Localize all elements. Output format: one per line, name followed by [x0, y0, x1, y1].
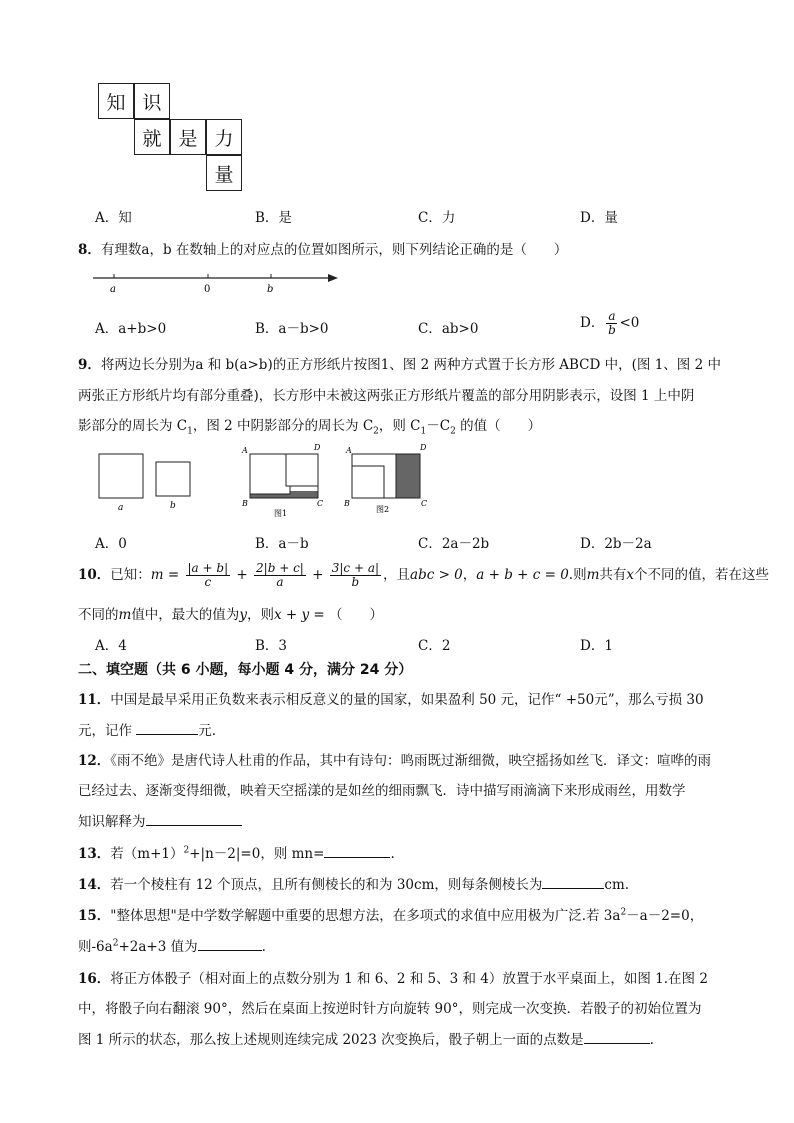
- figure-2-caption: 图2: [376, 505, 390, 514]
- q8-stem: [78, 238, 758, 258]
- q8-text: 有理数a，b 在数轴上的对应点的位置如图所示，则下列结论正确的是（ ）: [100, 242, 568, 258]
- q9-option-b[interactable]: B．a－b: [255, 536, 309, 552]
- svg-text:D: D: [420, 443, 427, 452]
- svg-text:B: B: [344, 499, 350, 508]
- net-cell-shi2: 是: [170, 119, 206, 155]
- q9-line-3: 影部分的周长为 $C_1$，图 2 中阴影部分的周长为 $C_2$，则 $C_1-C_2$ 的值（ ）: [78, 418, 542, 437]
- q10-option-c[interactable]: C．2: [418, 638, 451, 654]
- q13-answer-blank[interactable]: [324, 845, 390, 858]
- q7-option-d[interactable]: D．量: [580, 210, 618, 226]
- q8-option-d[interactable]: [580, 310, 639, 337]
- svg-text:C: C: [421, 499, 428, 508]
- net-cell-li: 力: [206, 119, 242, 155]
- q15-answer-blank[interactable]: [198, 938, 262, 951]
- square-b: [156, 462, 190, 496]
- fraction-a-over-b: $\frac{a}{b}$: [608, 309, 616, 337]
- fraction-2: $\frac{2|b + c|}{a}$: [256, 561, 304, 589]
- axis-label-b: b: [267, 284, 274, 295]
- q14-answer-blank[interactable]: [542, 876, 604, 889]
- q9-line-1: [78, 353, 758, 373]
- q9-option-c[interactable]: C．2a－2b: [418, 536, 490, 552]
- q11-line-1: 11．中国是最早采用正负数来表示相反意义的量的国家，如果盈利 50 元，记作“ +50元”，那么亏损 30: [78, 692, 704, 708]
- q13-line: 13．若$(m+1)^2+|n-2|=0$，则 mn= .: [78, 845, 395, 862]
- q10-option-a[interactable]: A．4: [95, 638, 127, 654]
- fraction-3: $\frac{3|c + a|}{b}$: [331, 561, 380, 589]
- number-line-figure: [90, 268, 350, 298]
- axis-label-zero: 0: [204, 284, 211, 295]
- q9-number: 9．: [78, 357, 101, 373]
- q16-answer-blank[interactable]: [584, 1031, 650, 1044]
- q16-line-1: 16．将正方体骰子（相对面上的点数分别为 1 和 6、2 和 5、3 和 4）放置于水平桌面上，如图 1.在图 2: [78, 971, 708, 987]
- q8-number: 8．: [78, 242, 101, 258]
- q7-option-c[interactable]: C．力: [418, 210, 456, 226]
- q16-line-3: 图 1 所示的状态，那么按上述规则连续完成 2023 次变换后，骰子朝上一面的点数是 .: [78, 1032, 654, 1048]
- q10-option-b[interactable]: B．3: [255, 638, 288, 654]
- q8-option-d-prefix: D．: [580, 315, 605, 331]
- q8-option-d-suffix: <0: [619, 315, 640, 331]
- svg-text:A: A: [346, 446, 352, 455]
- figure-1: [241, 443, 323, 518]
- fraction-1: $\frac{|a + b|}{c}$: [187, 561, 229, 589]
- q15-line-2: 则$-6a^2+2a+3$ 值为 .: [78, 938, 266, 955]
- q8-option-a[interactable]: A．a+b>0: [95, 321, 167, 337]
- section-heading-fill-in: 二、填空题（共 6 小题，每小题 4 分，满分 24 分）: [78, 662, 413, 678]
- q10-option-d[interactable]: D．1: [580, 638, 613, 654]
- q12-line-1: 12．《雨不绝》是唐代诗人杜甫的作品，其中有诗句：鸣雨既过渐细微，映空摇扬如丝飞．译文：喧哗的雨: [78, 753, 712, 769]
- figure-2: [343, 443, 427, 514]
- q8-option-b[interactable]: B．a－b>0: [255, 321, 329, 337]
- q8-option-c[interactable]: C．ab>0: [418, 321, 479, 337]
- q10-number: 10．: [78, 567, 111, 583]
- svg-text:A: A: [242, 446, 248, 455]
- q14-line: 14．若一个棱柱有 12 个顶点，且所有侧棱长的和为 30cm，则每条侧棱长为 cm.: [78, 877, 630, 893]
- q16-line-2: 中，将骰子向右翻滚 90°，然后在桌面上按逆时针方向旋转 90°，则完成一次变换．若骰子的初始位置为: [78, 1001, 702, 1017]
- q11-line-2: 元，记作 元．: [78, 723, 226, 739]
- axis-label-a: a: [110, 284, 116, 295]
- net-cell-jiu: 就: [134, 119, 170, 155]
- net-cell-zhi: 知: [98, 83, 134, 119]
- q11-answer-blank[interactable]: [136, 722, 198, 735]
- square-a: [99, 454, 143, 498]
- svg-text:C: C: [317, 499, 324, 508]
- q12-answer-blank[interactable]: [146, 813, 242, 826]
- q9-option-d[interactable]: D．2b－2a: [580, 536, 652, 552]
- net-cell-shi1: 识: [134, 83, 170, 119]
- q12-line-2: 已经过去、逐渐变得细微，映着天空摇漾的是如丝的细雨飘飞．诗中描写雨滴滴下来形成雨丝，用数学: [78, 783, 686, 799]
- figure-1-caption: 图1: [274, 509, 288, 518]
- q7-option-a[interactable]: A．知: [95, 210, 132, 226]
- square-a-label: a: [118, 503, 124, 513]
- q9-text-1: 将两边长分别为a 和 b(a>b)的正方形纸片按图1、图 2 两种方式置于长方形 ABCD 中，(图 1、图 2 中: [100, 357, 721, 373]
- svg-text:D: D: [314, 443, 321, 452]
- q9-line-2: 两张正方形纸片均有部分重叠)，长方形中未被这两张正方形纸片覆盖的部分用阴影表示，设图 1 上中阴: [78, 388, 695, 404]
- q9-option-a[interactable]: A．0: [95, 536, 127, 552]
- q9-figure: [90, 440, 440, 520]
- q10-line-1: 10．已知：m = $\frac{|a + b|}{c}$ + $\frac{2|b + c|}{a}$ + $\frac{3|c + a|}{b}$ ，且abc > 0，a + b + c = 0.则m共有x个不同的值，若在这些: [78, 561, 770, 589]
- q15-line-1: 15．"整体思想"是中学数学解题中重要的思想方法，在多项式的求值中应用极为广泛.若 $3a^2-a-2=0$，: [78, 907, 704, 924]
- q7-option-b[interactable]: B．是: [255, 210, 292, 226]
- net-cell-liang: 量: [206, 155, 242, 191]
- q12-line-3: 知识解释为: [78, 810, 758, 830]
- svg-text:B: B: [242, 499, 248, 508]
- square-b-label: b: [170, 501, 176, 511]
- q10-line-2: 不同的m值中，最大的值为y，则x + y = （ ）: [78, 607, 383, 623]
